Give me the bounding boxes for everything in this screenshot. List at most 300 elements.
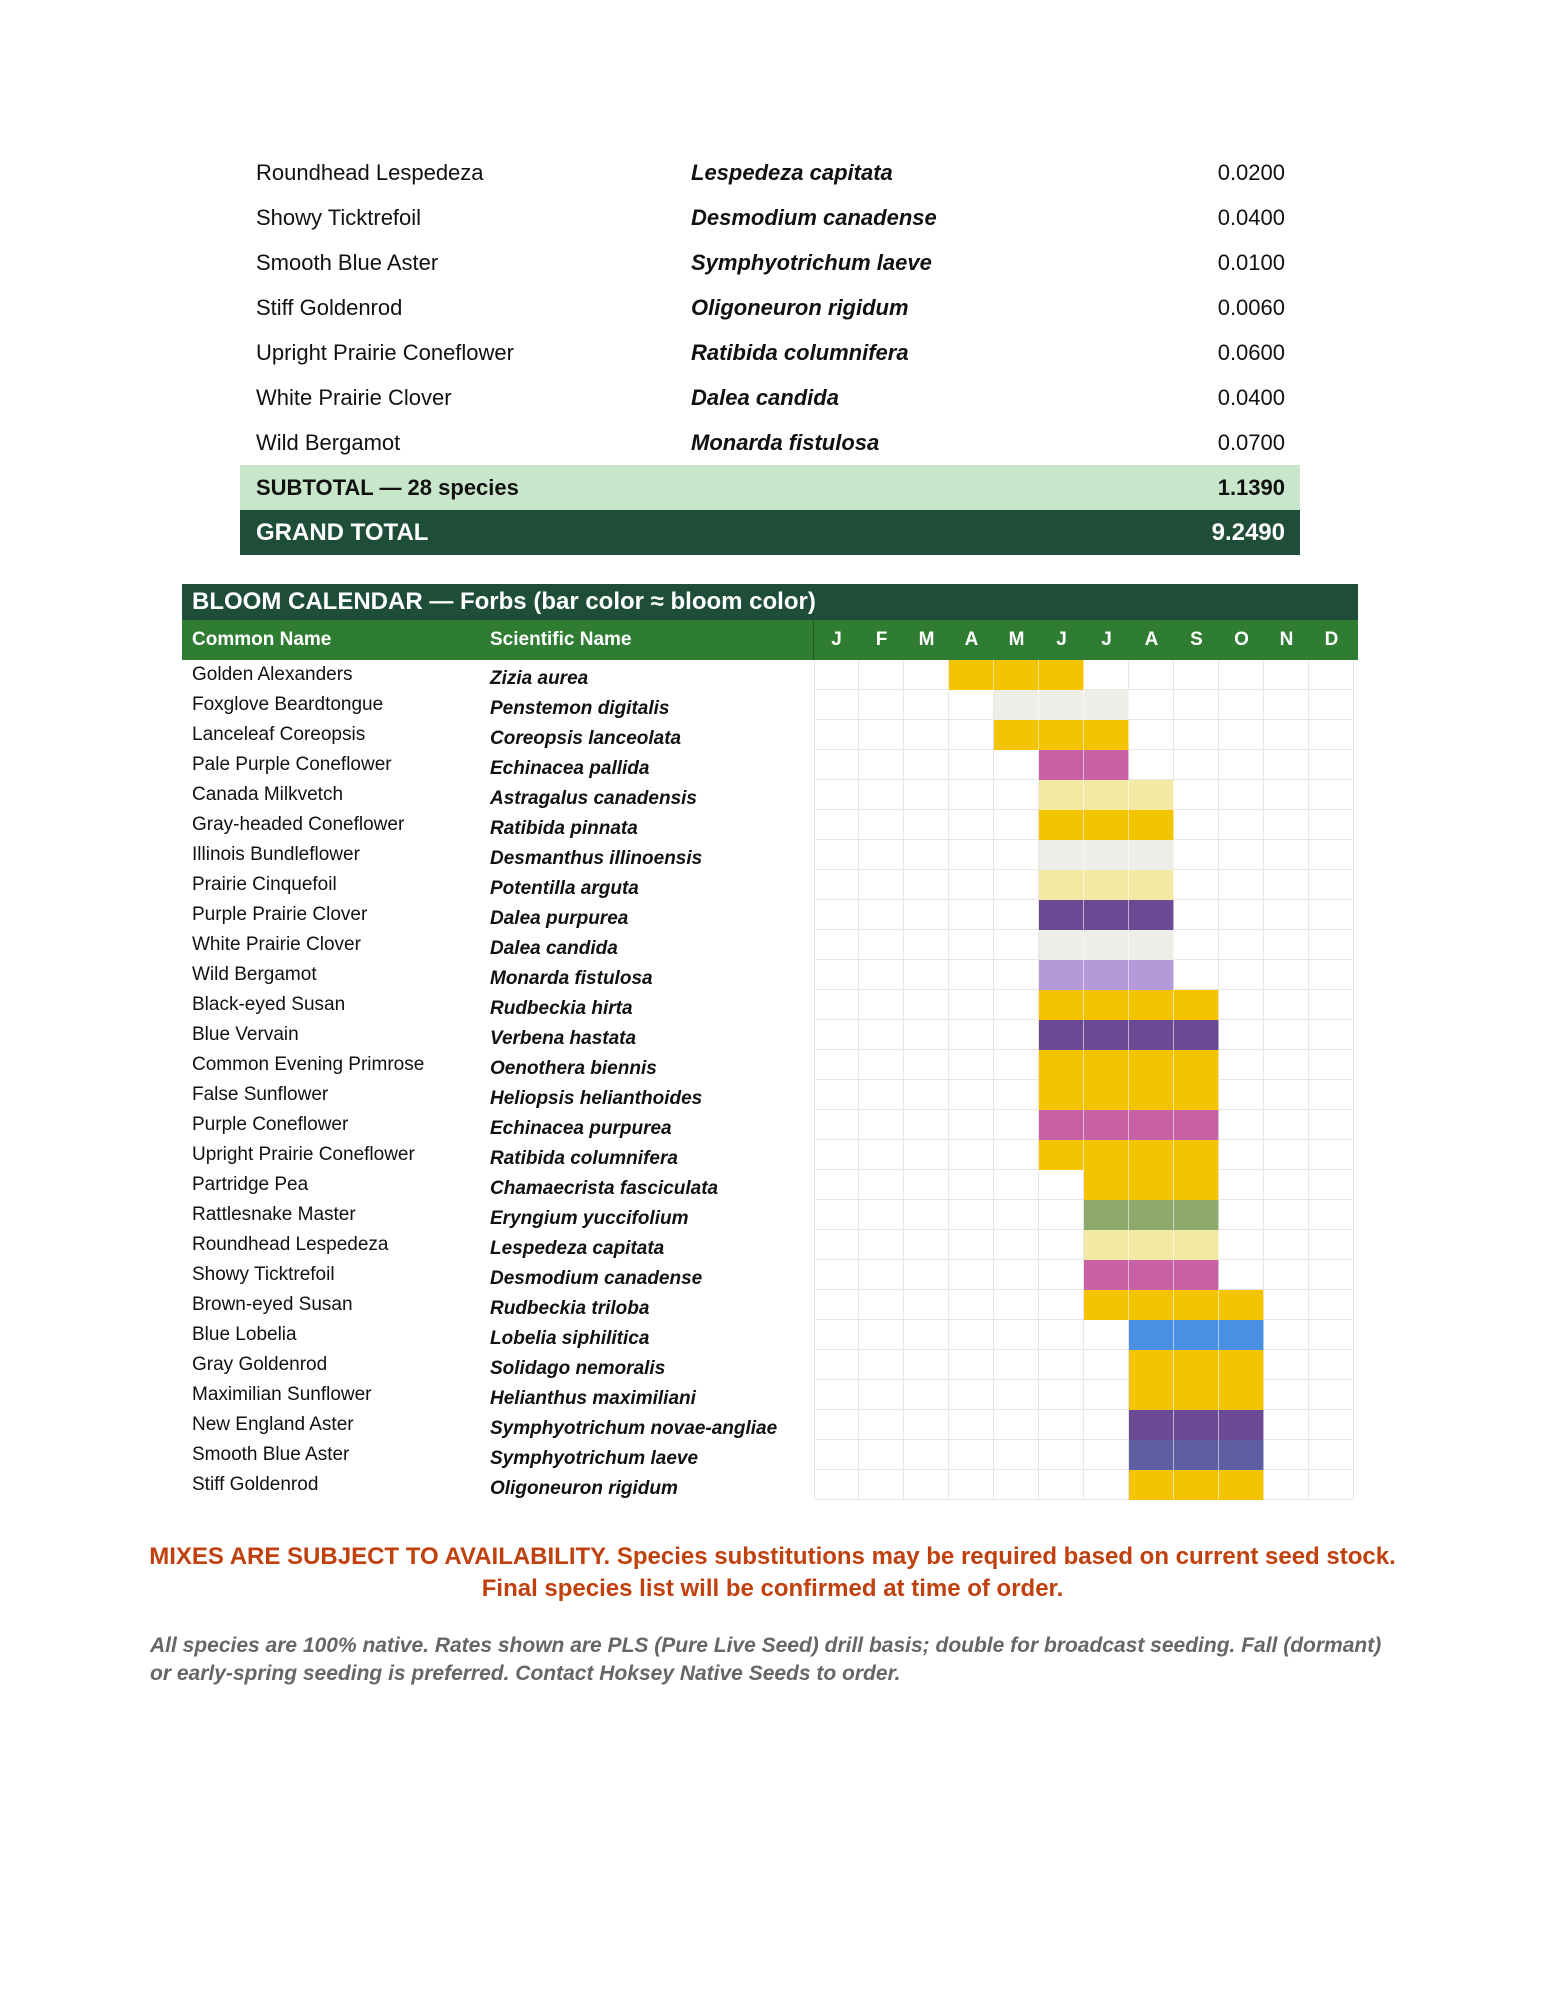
calendar-cell <box>1219 1080 1264 1110</box>
month-header: O <box>1234 629 1249 650</box>
calendar-cell <box>1039 1380 1084 1410</box>
calendar-cell <box>814 810 859 840</box>
calendar-cell <box>814 960 859 990</box>
calendar-cell <box>1264 1050 1309 1080</box>
calendar-cell <box>1219 750 1264 780</box>
bloom-bar-cell <box>1129 1230 1174 1260</box>
common-name: Brown-eyed Susan <box>192 1294 353 1315</box>
calendar-cell <box>859 1080 904 1110</box>
calendar-cell <box>949 1410 994 1440</box>
availability-note: MIXES ARE SUBJECT TO AVAILABILITY. Species substitutions may be required based on current seed stock. Final species list will be confirmed at time of order. <box>149 1543 1396 1602</box>
calendar-cell <box>1264 1020 1309 1050</box>
calendar-cell <box>859 690 904 720</box>
scientific-name: Dalea candida <box>490 938 618 959</box>
calendar-cell <box>1174 720 1219 750</box>
calendar-cell <box>859 1110 904 1140</box>
calendar-cell <box>949 720 994 750</box>
bloom-bar-cell <box>1129 1470 1174 1500</box>
calendar-cell <box>859 1380 904 1410</box>
bloom-bar-cell <box>1174 1020 1219 1050</box>
bloom-bar-cell <box>1174 1110 1219 1140</box>
bloom-bar-cell <box>1039 660 1084 690</box>
bloom-bar-cell <box>1039 690 1084 720</box>
calendar-cell <box>904 840 949 870</box>
common-name: Showy Ticktrefoil <box>256 205 422 230</box>
calendar-cell <box>994 840 1039 870</box>
calendar-cell <box>1084 1320 1129 1350</box>
calendar-cell <box>994 930 1039 960</box>
scientific-name: Rudbeckia triloba <box>490 1298 650 1319</box>
calendar-cell <box>1039 1410 1084 1440</box>
calendar-cell <box>814 1260 859 1290</box>
calendar-cell <box>859 840 904 870</box>
common-name: Roundhead Lespedeza <box>256 160 484 185</box>
calendar-cell <box>904 720 949 750</box>
bloom-bar-cell <box>1084 750 1129 780</box>
calendar-cell <box>1084 1410 1129 1440</box>
calendar-cell <box>949 1440 994 1470</box>
calendar-cell <box>994 1290 1039 1320</box>
calendar-cell <box>1264 990 1309 1020</box>
bloom-bar-cell <box>1129 1380 1174 1410</box>
calendar-cell <box>904 960 949 990</box>
calendar-cell <box>814 1290 859 1320</box>
calendar-cell <box>814 720 859 750</box>
common-name: Golden Alexanders <box>192 664 353 685</box>
month-header: S <box>1190 629 1203 650</box>
calendar-cell <box>1129 660 1174 690</box>
bloom-bar-cell <box>1039 840 1084 870</box>
calendar-cell <box>859 720 904 750</box>
calendar-cell <box>1219 990 1264 1020</box>
bloom-bar-cell <box>1129 930 1174 960</box>
subtotal-row <box>240 465 1300 510</box>
scientific-name: Desmanthus illinoensis <box>490 848 703 869</box>
common-name: Black-eyed Susan <box>192 994 346 1015</box>
bloom-bar-cell <box>1174 1080 1219 1110</box>
calendar-cell <box>904 1470 949 1500</box>
seeding-rate: 0.0700 <box>1217 430 1285 455</box>
calendar-cell <box>904 930 949 960</box>
subtotal-value: 1.1390 <box>1217 475 1285 500</box>
bloom-bar-cell <box>1174 1140 1219 1170</box>
scientific-name: Ratibida pinnata <box>490 818 638 839</box>
calendar-cell <box>1309 1410 1354 1440</box>
bloom-bar-cell <box>1039 1020 1084 1050</box>
scientific-name: Ratibida columnifera <box>490 1148 678 1169</box>
calendar-cell <box>859 1410 904 1440</box>
calendar-cell <box>904 1110 949 1140</box>
calendar-cell <box>1264 960 1309 990</box>
subtotal-label: SUBTOTAL — 28 species <box>256 475 519 500</box>
scientific-name: Symphyotrichum novae-angliae <box>490 1418 778 1439</box>
calendar-cell <box>994 1380 1039 1410</box>
scientific-name: Heliopsis helianthoides <box>490 1088 703 1109</box>
calendar-cell <box>1309 1440 1354 1470</box>
bloom-bar-cell <box>1129 780 1174 810</box>
scientific-name: Monarda fistulosa <box>490 968 653 989</box>
calendar-cell <box>1039 1320 1084 1350</box>
calendar-cell <box>1264 750 1309 780</box>
bloom-bar-cell <box>1129 960 1174 990</box>
bloom-bar-cell <box>1084 1080 1129 1110</box>
calendar-cell <box>1264 1110 1309 1140</box>
calendar-cell <box>1129 720 1174 750</box>
scientific-name: Oligoneuron rigidum <box>691 295 909 320</box>
calendar-cell <box>904 990 949 1020</box>
calendar-cell <box>814 870 859 900</box>
calendar-cell <box>1219 720 1264 750</box>
bloom-bar-cell <box>1039 750 1084 780</box>
bloom-bar-cell <box>1039 1110 1084 1140</box>
calendar-cell <box>1309 1380 1354 1410</box>
calendar-cell <box>814 1440 859 1470</box>
calendar-cell <box>904 750 949 780</box>
bloom-bar-cell <box>1084 990 1129 1020</box>
common-name: Lanceleaf Coreopsis <box>192 724 366 745</box>
bloom-bar-cell <box>1129 1140 1174 1170</box>
calendar-cell <box>814 1320 859 1350</box>
calendar-cell <box>949 1050 994 1080</box>
common-name: Upright Prairie Coneflower <box>256 340 514 365</box>
calendar-cell <box>1219 1170 1264 1200</box>
common-name: Partridge Pea <box>192 1174 309 1195</box>
bloom-bar-cell <box>1084 840 1129 870</box>
calendar-cell <box>814 1080 859 1110</box>
calendar-cell <box>859 1320 904 1350</box>
calendar-cell <box>1309 1080 1354 1110</box>
common-name: White Prairie Clover <box>256 385 452 410</box>
calendar-cell <box>1309 1350 1354 1380</box>
bloom-bar-cell <box>1174 1380 1219 1410</box>
bloom-bar-cell <box>1129 1260 1174 1290</box>
calendar-cell <box>994 780 1039 810</box>
calendar-cell <box>1309 750 1354 780</box>
species-rate-table <box>240 150 1300 555</box>
calendar-cell <box>949 960 994 990</box>
bloom-bar-cell <box>1084 1050 1129 1080</box>
calendar-cell <box>949 1200 994 1230</box>
species-rows <box>240 150 1300 465</box>
calendar-cell <box>859 1470 904 1500</box>
calendar-cell <box>814 1110 859 1140</box>
calendar-cell <box>949 1320 994 1350</box>
scientific-name: Monarda fistulosa <box>691 430 880 455</box>
bloom-bar-cell <box>1174 1230 1219 1260</box>
scientific-name: Lespedeza capitata <box>490 1238 665 1259</box>
calendar-cell <box>1264 900 1309 930</box>
calendar-cell <box>1039 1470 1084 1500</box>
calendar-cell <box>1174 870 1219 900</box>
calendar-cell <box>1309 1140 1354 1170</box>
bloom-calendar-header <box>182 620 1358 660</box>
calendar-cell <box>1174 960 1219 990</box>
calendar-cell <box>949 1350 994 1380</box>
calendar-cell <box>1084 1380 1129 1410</box>
calendar-cell <box>1084 1440 1129 1470</box>
bloom-bar-cell <box>1174 990 1219 1020</box>
bloom-bar-cell <box>1084 720 1129 750</box>
bloom-bar-cell <box>1174 1440 1219 1470</box>
month-header: A <box>964 629 979 650</box>
calendar-cell <box>1264 1290 1309 1320</box>
calendar-cell <box>1084 660 1129 690</box>
scientific-name: Ratibida columnifera <box>691 340 909 365</box>
bloom-bar-cell <box>1174 1350 1219 1380</box>
bloom-bar-cell <box>1129 1440 1174 1470</box>
month-header: J <box>1101 629 1112 650</box>
bloom-bar-cell <box>1084 1110 1129 1140</box>
calendar-cell <box>904 870 949 900</box>
bloom-bar-cell <box>1084 690 1129 720</box>
calendar-cell <box>949 930 994 960</box>
common-name: Smooth Blue Aster <box>256 250 439 275</box>
table-row <box>240 150 1300 195</box>
calendar-cell <box>994 1470 1039 1500</box>
calendar-cell <box>994 1440 1039 1470</box>
seeding-rate: 0.0400 <box>1217 205 1285 230</box>
bloom-bar-cell <box>1084 1290 1129 1320</box>
common-name: Common Evening Primrose <box>192 1054 425 1075</box>
calendar-cell <box>1264 1380 1309 1410</box>
calendar-cell <box>1309 1170 1354 1200</box>
calendar-cell <box>1219 690 1264 720</box>
calendar-cell <box>1309 1470 1354 1500</box>
calendar-cell <box>1039 1260 1084 1290</box>
calendar-cell <box>1309 780 1354 810</box>
bloom-calendar <box>182 584 1358 1560</box>
calendar-cell <box>859 750 904 780</box>
calendar-cell <box>859 870 904 900</box>
calendar-cell <box>994 1350 1039 1380</box>
calendar-cell <box>994 1080 1039 1110</box>
common-name: Purple Coneflower <box>192 1114 349 1135</box>
header-common-name: Common Name <box>192 629 332 650</box>
calendar-cell <box>994 1230 1039 1260</box>
seeding-rate: 0.0600 <box>1217 340 1285 365</box>
scientific-name: Helianthus maximiliani <box>490 1388 696 1409</box>
common-name: Showy Ticktrefoil <box>192 1264 335 1285</box>
calendar-cell <box>1174 780 1219 810</box>
calendar-cell <box>1309 1050 1354 1080</box>
calendar-cell <box>949 780 994 810</box>
calendar-cell <box>994 750 1039 780</box>
calendar-cell <box>904 1260 949 1290</box>
calendar-cell <box>994 810 1039 840</box>
calendar-cell <box>1174 840 1219 870</box>
calendar-cell <box>1174 900 1219 930</box>
calendar-cell <box>814 840 859 870</box>
bloom-bar-cell <box>1174 1170 1219 1200</box>
calendar-cell <box>859 780 904 810</box>
common-name: Rattlesnake Master <box>192 1204 356 1225</box>
calendar-cell <box>814 690 859 720</box>
bloom-bar-cell <box>994 690 1039 720</box>
calendar-cell <box>994 1050 1039 1080</box>
bloom-grid <box>814 660 1357 1500</box>
grand-total-row <box>240 510 1300 555</box>
calendar-cell <box>904 1320 949 1350</box>
common-name: Foxglove Beardtongue <box>192 694 384 715</box>
bloom-calendar-title: BLOOM CALENDAR — Forbs (bar color ≈ bloom color) <box>182 584 1358 620</box>
calendar-cell <box>904 1350 949 1380</box>
calendar-cell <box>904 1140 949 1170</box>
calendar-cell <box>814 1230 859 1260</box>
calendar-cell <box>949 1080 994 1110</box>
bloom-bar-cell <box>1219 1290 1264 1320</box>
month-header: M <box>918 629 935 650</box>
bloom-bar-cell <box>1174 1260 1219 1290</box>
calendar-cell <box>1264 1170 1309 1200</box>
calendar-cell <box>1219 1050 1264 1080</box>
table-row <box>240 285 1300 330</box>
scientific-name: Echinacea purpurea <box>490 1118 672 1139</box>
table-row <box>240 330 1300 375</box>
calendar-cell <box>1174 690 1219 720</box>
bloom-bar-cell <box>1219 1440 1264 1470</box>
scientific-name: Solidago nemoralis <box>490 1358 666 1379</box>
bloom-bar-cell <box>994 720 1039 750</box>
bloom-bar-cell <box>1174 1470 1219 1500</box>
calendar-cell <box>814 780 859 810</box>
calendar-cell <box>994 1140 1039 1170</box>
bloom-bar-cell <box>1039 720 1084 750</box>
common-name: Smooth Blue Aster <box>192 1444 350 1465</box>
calendar-cell <box>904 1170 949 1200</box>
calendar-cell <box>859 1350 904 1380</box>
bloom-bar-cell <box>1219 1380 1264 1410</box>
calendar-cell <box>1309 720 1354 750</box>
calendar-cell <box>904 1380 949 1410</box>
bloom-bar-cell <box>1084 1200 1129 1230</box>
calendar-cell <box>1309 1230 1354 1260</box>
calendar-cell <box>1219 1140 1264 1170</box>
bloom-bar-cell <box>1129 1410 1174 1440</box>
scientific-name: Rudbeckia hirta <box>490 998 633 1019</box>
calendar-cell <box>949 1110 994 1140</box>
calendar-cell <box>1264 1350 1309 1380</box>
common-name: Gray-headed Coneflower <box>192 814 405 835</box>
bloom-bar-cell <box>1174 1290 1219 1320</box>
calendar-cell <box>859 1290 904 1320</box>
common-name: Stiff Goldenrod <box>192 1474 319 1495</box>
calendar-cell <box>1219 870 1264 900</box>
calendar-cell <box>859 900 904 930</box>
bloom-bar-cell <box>1129 810 1174 840</box>
calendar-cell <box>814 660 859 690</box>
month-header: A <box>1144 629 1159 650</box>
table-row <box>240 420 1300 465</box>
bloom-bar-cell <box>1219 1470 1264 1500</box>
calendar-cell <box>814 1050 859 1080</box>
bloom-bar-cell <box>1039 960 1084 990</box>
calendar-cell <box>1264 840 1309 870</box>
calendar-cell <box>949 750 994 780</box>
scientific-name: Coreopsis lanceolata <box>490 728 682 749</box>
common-name: Wild Bergamot <box>256 430 401 455</box>
calendar-cell <box>859 1170 904 1200</box>
calendar-cell <box>949 1260 994 1290</box>
bloom-bar-cell <box>949 660 994 690</box>
scientific-name: Astragalus canadensis <box>490 788 697 809</box>
bloom-bar-cell <box>1039 1050 1084 1080</box>
bloom-bar-cell <box>1129 900 1174 930</box>
calendar-cell <box>1309 1320 1354 1350</box>
common-name: Gray Goldenrod <box>192 1354 328 1375</box>
bloom-bar-cell <box>1129 1290 1174 1320</box>
calendar-cell <box>1039 1230 1084 1260</box>
calendar-cell <box>1039 1350 1084 1380</box>
calendar-cell <box>1309 810 1354 840</box>
calendar-cell <box>859 990 904 1020</box>
common-name: Wild Bergamot <box>192 964 317 985</box>
calendar-cell <box>1309 840 1354 870</box>
bloom-bar-cell <box>1084 1230 1129 1260</box>
calendar-cell <box>904 1410 949 1440</box>
bloom-bar-cell <box>1174 1320 1219 1350</box>
bloom-bar-cell <box>1129 1350 1174 1380</box>
scientific-name: Desmodium canadense <box>691 205 937 230</box>
bloom-bar-cell <box>1084 1260 1129 1290</box>
bloom-bar-cell <box>1039 900 1084 930</box>
calendar-cell <box>994 1200 1039 1230</box>
scientific-name: Eryngium yuccifolium <box>490 1208 689 1229</box>
calendar-cell <box>1309 990 1354 1020</box>
scientific-name: Zizia aurea <box>490 668 589 689</box>
seeding-rate: 0.0400 <box>1217 385 1285 410</box>
calendar-cell <box>904 1080 949 1110</box>
scientific-name: Dalea purpurea <box>490 908 629 929</box>
calendar-cell <box>1264 1470 1309 1500</box>
calendar-cell <box>949 840 994 870</box>
calendar-cell <box>1264 1410 1309 1440</box>
calendar-cell <box>904 1290 949 1320</box>
bloom-bar-cell <box>1084 900 1129 930</box>
calendar-cell <box>1309 1110 1354 1140</box>
grand-total-value: 9.2490 <box>1211 519 1285 546</box>
scientific-name: Desmodium canadense <box>490 1268 703 1289</box>
calendar-cell <box>1264 1320 1309 1350</box>
bloom-bar-cell <box>1219 1320 1264 1350</box>
calendar-cell <box>949 1380 994 1410</box>
scientific-name-column <box>490 664 795 1504</box>
calendar-cell <box>1084 1470 1129 1500</box>
calendar-cell <box>1129 690 1174 720</box>
bloom-bar-cell <box>1039 1140 1084 1170</box>
calendar-cell <box>1264 1200 1309 1230</box>
calendar-cell <box>859 810 904 840</box>
calendar-cell <box>994 870 1039 900</box>
calendar-cell <box>1264 720 1309 750</box>
common-name: Prairie Cinquefoil <box>192 874 337 895</box>
month-header: J <box>1056 629 1067 650</box>
calendar-cell <box>994 1410 1039 1440</box>
calendar-cell <box>949 690 994 720</box>
calendar-cell <box>994 1260 1039 1290</box>
calendar-cell <box>949 1290 994 1320</box>
bloom-bar-cell <box>1129 840 1174 870</box>
bloom-bar-cell <box>1129 1200 1174 1230</box>
bloom-bar-cell <box>1174 1410 1219 1440</box>
scientific-name: Symphyotrichum laeve <box>490 1448 699 1469</box>
calendar-cell <box>859 1200 904 1230</box>
calendar-cell <box>994 990 1039 1020</box>
calendar-cell <box>904 1230 949 1260</box>
calendar-cell <box>859 660 904 690</box>
calendar-cell <box>1039 1290 1084 1320</box>
common-name: Blue Lobelia <box>192 1324 297 1345</box>
seeding-rate: 0.0060 <box>1217 295 1285 320</box>
